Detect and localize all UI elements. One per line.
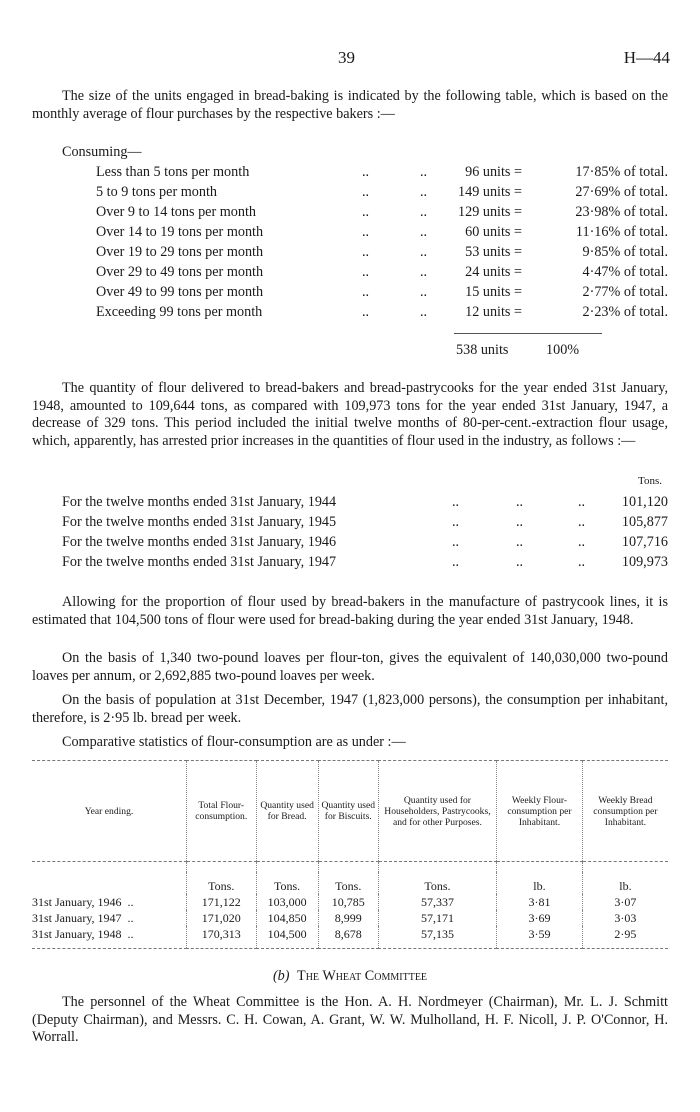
allowing-paragraph: Allowing for the proportion of flour used by bread-bakers in the manufacture of pastrycook lines, it is estimated that 104,500 tons of flour were used for bread-baking during the year ended 31st January, 1948. — [32, 594, 668, 628]
size-label: Over 14 to 19 tons per month — [96, 224, 264, 240]
consuming-label: Consuming— — [62, 144, 142, 160]
size-units: 149 units = — [458, 184, 522, 200]
size-percent: 2·77% of total. — [582, 284, 668, 300]
data-cell: 3·03 — [582, 910, 668, 926]
section-heading — [0, 968, 700, 985]
unit-cell: Tons. — [378, 872, 496, 894]
flour-period: For the twelve months ended 31st January, 1946 — [62, 534, 337, 550]
year-label: 31st January, 1947 — [32, 911, 122, 925]
flour-row — [0, 494, 700, 512]
size-label: Over 9 to 14 tons per month — [96, 204, 256, 220]
data-cell: 103,000 — [256, 894, 318, 910]
unit-cell: Tons. — [256, 872, 318, 894]
leader-dots: .. — [516, 534, 524, 550]
flour-row — [0, 534, 700, 552]
units-row — [32, 872, 668, 894]
quantity-paragraph: The quantity of flour delivered to bread-bakers and bread-pastrycooks for the year ended 31st January, 1948, amounted to 109,644 tons, as compared with 109,973 tons for the year ended 31st January, 1947, a decrease of 329 tons. This period included the initial twelve months of 80-per-cent.-extraction flour usage, which, apparently, has arrested prior increases in the quantities of flour used in the industry, as follows :— — [32, 380, 668, 449]
header-total: Total Flour-consumption. — [187, 761, 257, 862]
unit-cell — [32, 872, 187, 894]
size-units: 53 units = — [465, 244, 522, 260]
flour-tons: 109,973 — [621, 554, 668, 570]
leader-dots: .. — [452, 554, 460, 570]
size-row — [0, 284, 700, 302]
size-units: 60 units = — [465, 224, 522, 240]
flour-tons: 101,120 — [621, 494, 668, 510]
comparison-table — [32, 760, 668, 949]
size-row — [0, 264, 700, 282]
data-cell: 10,785 — [318, 894, 378, 910]
data-cell: 3·69 — [497, 910, 583, 926]
data-cell: 104,850 — [256, 910, 318, 926]
size-percent: 4·47% of total. — [582, 264, 668, 280]
size-label: Exceeding 99 tons per month — [96, 304, 263, 320]
leader-dots: .. — [420, 284, 428, 300]
personnel-paragraph: The personnel of the Wheat Committee is the Hon. A. H. Nordmeyer (Chairman), Mr. L. J. Schmitt (Deputy Chairman), and Messrs. C. H. Cowan, A. Grant, W. W. Mulholland, H. F. Nicoll, J. P. O'Connor, H. Worrall. — [32, 994, 668, 1045]
section-marker: (b) — [272, 968, 290, 984]
population-paragraph: On the basis of population at 31st December, 1947 (1,823,000 persons), the consumption per inhabitant, therefore, is 2·95 lb. bread per week. — [32, 692, 668, 726]
size-percent: 2·23% of total. — [582, 304, 668, 320]
size-units: 96 units = — [465, 164, 522, 180]
size-label: Over 49 to 99 tons per month — [96, 284, 264, 300]
size-label: Less than 5 tons per month — [96, 164, 250, 180]
header-year: Year ending. — [32, 761, 187, 862]
data-cell: 57,135 — [378, 926, 496, 949]
leader-dots: .. — [452, 514, 460, 530]
size-label: Over 19 to 29 tons per month — [96, 244, 264, 260]
header-bread: Quantity used for Bread. — [256, 761, 318, 862]
year-cell — [32, 894, 187, 910]
leader-dots: .. — [578, 534, 586, 550]
page-number: 39 — [338, 48, 355, 67]
data-cell: 104,500 — [256, 926, 318, 949]
unit-cell: Tons. — [187, 872, 257, 894]
leader-dots: .. — [452, 534, 460, 550]
leader-dots: .. — [362, 264, 370, 280]
flour-row — [0, 514, 700, 532]
leader-dots: .. — [516, 514, 524, 530]
table-row — [32, 910, 668, 926]
size-label: Over 29 to 49 tons per month — [96, 264, 264, 280]
leader-dots: .. — [127, 911, 134, 925]
leader-dots: .. — [127, 895, 134, 909]
table-row — [32, 926, 668, 949]
data-cell: 171,122 — [187, 894, 257, 910]
header-weekly-bread: Weekly Bread consumption per Inhabitant. — [582, 761, 668, 862]
data-cell: 3·07 — [582, 894, 668, 910]
leader-dots: .. — [578, 494, 586, 510]
data-cell: 8,678 — [318, 926, 378, 949]
leader-dots: .. — [362, 304, 370, 320]
year-label: 31st January, 1946 — [32, 895, 122, 909]
size-percent: 17·85% of total. — [575, 164, 668, 180]
flour-tons: 107,716 — [621, 534, 668, 550]
data-cell: 3·81 — [497, 894, 583, 910]
total-divider — [454, 333, 602, 334]
intro-paragraph: The size of the units engaged in bread-baking is indicated by the following table, which is based on the monthly average of flour purchases by the respective bakers :— — [32, 88, 668, 122]
leader-dots: .. — [362, 164, 370, 180]
size-row — [0, 204, 700, 222]
size-percent: 23·98% of total. — [575, 204, 668, 220]
unit-cell: lb. — [582, 872, 668, 894]
size-row — [0, 304, 700, 322]
comparison-header-row — [32, 761, 668, 862]
leader-dots: .. — [578, 554, 586, 570]
leader-dots: .. — [362, 204, 370, 220]
section-title: The Wheat Committee — [297, 968, 428, 984]
data-cell: 3·59 — [497, 926, 583, 949]
leader-dots: .. — [516, 494, 524, 510]
year-cell — [32, 926, 187, 949]
leader-dots: .. — [127, 927, 134, 941]
leader-dots: .. — [420, 264, 428, 280]
leader-dots: .. — [420, 184, 428, 200]
unit-cell: Tons. — [318, 872, 378, 894]
leader-dots: .. — [420, 164, 428, 180]
size-row — [0, 164, 700, 182]
flour-period: For the twelve months ended 31st January, 1947 — [62, 554, 337, 570]
header-other: Quantity used for Householders, Pastrycooks, and for other Purposes. — [378, 761, 496, 862]
flour-row — [0, 554, 700, 572]
size-row — [0, 224, 700, 242]
size-percent: 27·69% of total. — [575, 184, 668, 200]
comparative-paragraph: Comparative statistics of flour-consumption are as under :— — [62, 734, 406, 750]
basis-paragraph: On the basis of 1,340 two-pound loaves per flour-ton, gives the equivalent of 140,030,000 two-pound loaves per annum, or 2,692,885 two-pound loaves per week. — [32, 650, 668, 684]
data-cell: 2·95 — [582, 926, 668, 949]
leader-dots: .. — [516, 554, 524, 570]
leader-dots: .. — [452, 494, 460, 510]
total-percent: 100% — [546, 342, 580, 358]
leader-dots: .. — [362, 284, 370, 300]
header-weekly-flour: Weekly Flour-consumption per Inhabitant. — [497, 761, 583, 862]
document-reference: H—44 — [623, 48, 670, 67]
data-cell: 57,337 — [378, 894, 496, 910]
data-cell: 170,313 — [187, 926, 257, 949]
size-row — [0, 184, 700, 202]
year-label: 31st January, 1948 — [32, 927, 122, 941]
data-cell: 171,020 — [187, 910, 257, 926]
header-biscuits: Quantity used for Biscuits. — [318, 761, 378, 862]
leader-dots: .. — [420, 244, 428, 260]
size-units: 24 units = — [465, 264, 522, 280]
size-percent: 9·85% of total. — [582, 244, 668, 260]
leader-dots: .. — [362, 244, 370, 260]
year-cell — [32, 910, 187, 926]
leader-dots: .. — [420, 304, 428, 320]
data-cell: 8,999 — [318, 910, 378, 926]
table-row — [32, 894, 668, 910]
flour-period: For the twelve months ended 31st January, 1944 — [62, 494, 337, 510]
unit-cell: lb. — [497, 872, 583, 894]
data-cell: 57,171 — [378, 910, 496, 926]
leader-dots: .. — [578, 514, 586, 530]
size-units: 15 units = — [465, 284, 522, 300]
size-units: 129 units = — [458, 204, 522, 220]
size-label: 5 to 9 tons per month — [96, 184, 217, 200]
size-units: 12 units = — [465, 304, 522, 320]
flour-tons: 105,877 — [621, 514, 668, 530]
spacer-row — [32, 862, 668, 873]
total-units: 538 units — [456, 342, 509, 358]
flour-period: For the twelve months ended 31st January, 1945 — [62, 514, 337, 530]
size-row — [0, 244, 700, 262]
leader-dots: .. — [362, 224, 370, 240]
size-percent: 11·16% of total. — [575, 224, 668, 240]
tons-heading: Tons. — [638, 475, 662, 487]
leader-dots: .. — [362, 184, 370, 200]
leader-dots: .. — [420, 224, 428, 240]
leader-dots: .. — [420, 204, 428, 220]
